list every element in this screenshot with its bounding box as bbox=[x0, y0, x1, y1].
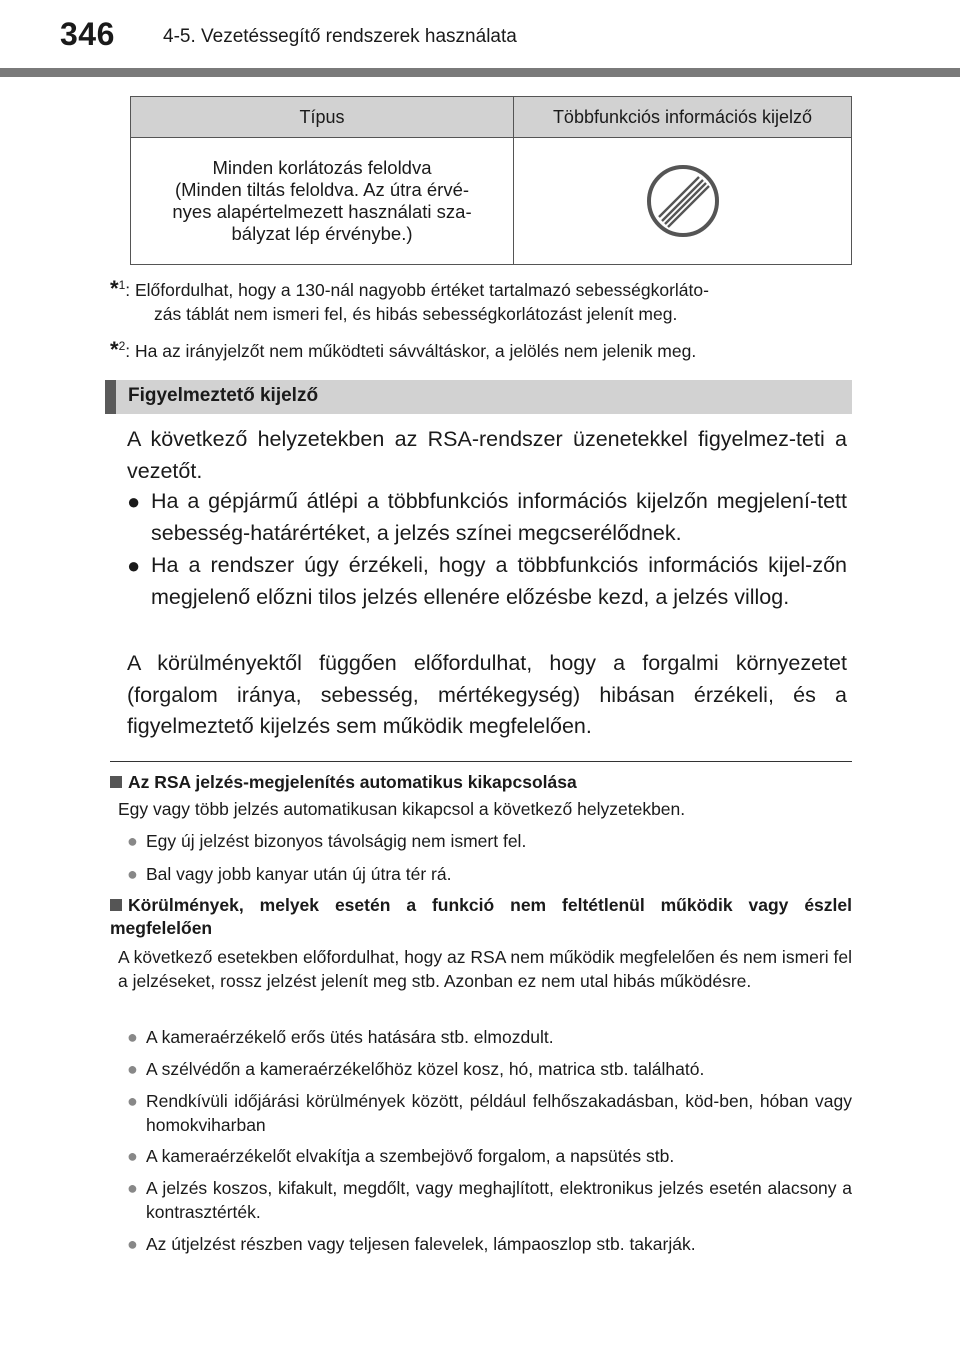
circle-bullet-icon: ● bbox=[127, 1091, 138, 1111]
list-item bbox=[127, 550, 847, 613]
list-item bbox=[127, 1233, 852, 1257]
section-heading-bar bbox=[105, 380, 116, 414]
footnote-text-line-1: : Előfordulhat, hogy a 130-nál nagyobb értéket tartalmazó sebességkorláto- bbox=[125, 279, 709, 300]
subsection-heading-2 bbox=[110, 894, 852, 940]
circle-bullet-icon: ● bbox=[127, 864, 138, 884]
footnote-number: 1 bbox=[118, 278, 126, 292]
type-line-1: Minden korlátozás feloldva bbox=[212, 157, 432, 178]
subsection-text: Egy vagy több jelzés automatikusan kikapcsol a következő helyzetekben. bbox=[118, 799, 686, 819]
list-item-text: A jelzés koszos, kifakult, megdőlt, vagy meghajlított, elektronikus jelzés esetén alacsony a kontrasztérték. bbox=[146, 1178, 852, 1222]
list-item-text: Bal vagy jobb kanyar után új útra tér rá. bbox=[146, 864, 452, 884]
table-header-type: Típus bbox=[131, 97, 514, 138]
circle-bullet-icon: ● bbox=[127, 553, 141, 578]
list-item-text: A szélvédőn a kameraérzékelőhöz közel kosz, hó, matrica stb. található. bbox=[146, 1059, 705, 1079]
list-item-text: A kameraérzékelő erős ütés hatására stb. elmozdult. bbox=[146, 1027, 554, 1047]
list-item bbox=[127, 1177, 852, 1224]
table-row bbox=[131, 138, 852, 265]
footnote-2 bbox=[110, 334, 696, 363]
page-number: 346 bbox=[60, 16, 115, 52]
table-header-row bbox=[131, 97, 852, 138]
list-item-text: Egy új jelzést bizonyos távolságig nem ismert fel. bbox=[146, 831, 527, 851]
subsection-heading-text: Az RSA jelzés-megjelenítés automatikus kikapcsolása bbox=[128, 772, 577, 792]
type-line-4: bályzat lép érvénybe.) bbox=[231, 223, 413, 244]
circle-bullet-icon: ● bbox=[127, 1027, 138, 1047]
circle-bullet-icon: ● bbox=[127, 1146, 138, 1166]
footnote-star: * bbox=[110, 275, 119, 301]
table-cell-type bbox=[131, 138, 514, 265]
subsection-heading-1 bbox=[110, 771, 852, 794]
footnote-number: 2 bbox=[118, 339, 126, 353]
list-item-text: A kameraérzékelőt elvakítja a szembejövő forgalom, a napsütés stb. bbox=[146, 1146, 675, 1166]
subsection-text: A következő esetekben előfordulhat, hogy az RSA nem működik megfelelően és nem ismeri fel a jelzéseket, rossz jelzést jelenít meg stb. Azonban ez nem utal hibás működésre. bbox=[118, 947, 852, 991]
footnote-text-line-1: : Ha az irányjelzőt nem működteti sávváltáskor, a jelölés nem jelenik meg. bbox=[125, 340, 697, 361]
list-item bbox=[127, 1090, 852, 1137]
list-item bbox=[127, 486, 847, 549]
list-item-text: Rendkívüli időjárási körülmények között, például felhőszakadásban, köd-ben, hóban vagy homokviharban bbox=[146, 1091, 852, 1135]
circle-bullet-icon: ● bbox=[127, 831, 138, 851]
sign-type-table bbox=[130, 96, 852, 265]
circle-bullet-icon: ● bbox=[127, 1178, 138, 1198]
header-rule bbox=[0, 68, 960, 77]
list-item bbox=[127, 830, 852, 854]
list-item bbox=[127, 1058, 852, 1082]
list-item-text: Ha a rendszer úgy érzékeli, hogy a többfunkciós információs kijel-zőn megjelenő előzni tilos jelzés ellenére előzésbe kezd, a jelzés villog. bbox=[151, 553, 847, 609]
table-header-display: Többfunkciós információs kijelző bbox=[514, 97, 852, 138]
end-of-restrictions-sign-icon bbox=[646, 164, 720, 238]
square-marker-icon bbox=[110, 899, 122, 911]
list-item bbox=[127, 863, 852, 887]
list-item-text: Ha a gépjármű átlépi a többfunkciós információs kijelzőn megjelení-tett sebesség-határértéket, a jelzés színei megcserélődnek. bbox=[151, 489, 847, 545]
circle-bullet-icon: ● bbox=[127, 489, 141, 514]
square-marker-icon bbox=[110, 776, 122, 788]
page-header bbox=[0, 0, 960, 80]
section-heading bbox=[105, 380, 852, 414]
divider bbox=[110, 761, 852, 762]
type-line-2: (Minden tiltás feloldva. Az útra érvé- bbox=[174, 179, 470, 200]
section-outro: A körülményektől függően előfordulhat, hogy a forgalmi környezetet (forgalom iránya, sebesség, mértékegység) hibásan érzékeli, és a figyelmeztető kijelzés sem működik megfelelően. bbox=[127, 651, 847, 738]
section-intro: A következő helyzetekben az RSA-rendszer üzenetekkel figyelmez-teti a vezetőt. bbox=[127, 427, 847, 483]
footnote-1 bbox=[110, 273, 709, 326]
type-line bbox=[147, 157, 497, 245]
section-title: Figyelmeztető kijelző bbox=[128, 385, 319, 406]
type-line-3: nyes alapértelmezett használati sza- bbox=[172, 201, 472, 222]
footnote-text-line-2: zás táblát nem ismeri fel, és hibás sebességkorlátozást jelenít meg. bbox=[154, 303, 678, 324]
list-item-text: Az útjelzést részben vagy teljesen falevelek, lámpaoszlop stb. takarják. bbox=[146, 1234, 696, 1254]
list-item bbox=[127, 1145, 852, 1169]
circle-bullet-icon: ● bbox=[127, 1234, 138, 1254]
footnote-star: * bbox=[110, 336, 119, 362]
table-cell-display bbox=[514, 138, 852, 265]
chapter-title: 4-5. Vezetéssegítő rendszerek használata bbox=[163, 26, 517, 47]
circle-bullet-icon: ● bbox=[127, 1059, 138, 1079]
list-item bbox=[127, 1026, 852, 1050]
subsection-heading-text: Körülmények, melyek esetén a funkció nem feltétlenül működik vagy észlel megfelelően bbox=[110, 895, 852, 938]
